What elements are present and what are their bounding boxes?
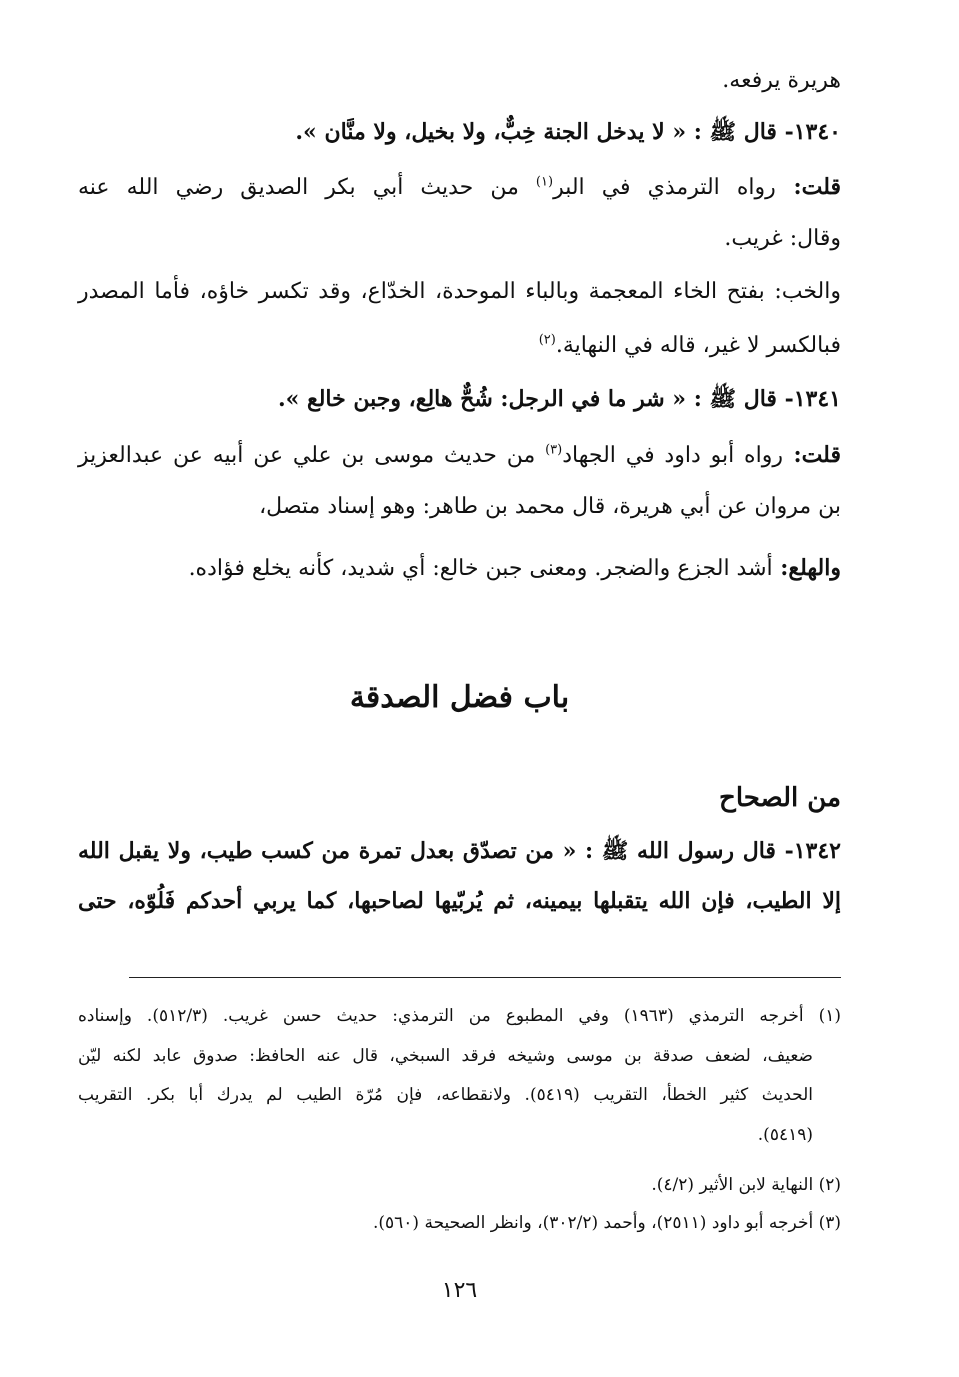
line-text: بن مروان عن أبي هريرة، قال محمد بن طاهر: وهو إسناد متصل،	[259, 494, 841, 519]
line-text: من حديث أبي بكر الصديق رضي الله عنه	[78, 175, 536, 200]
hadith-text: إلا الطيب، فإن الله يتقبلها بيمينه، ثم يُربّيها لصاحبها، كما يربي أحدكم فَلُوّه، حتى	[78, 888, 841, 914]
hadith-text: ١٣٤١- قال ﷺ : « شر ما في الرجل: شُحٌّ هالِع، وجبن خالع ».	[277, 386, 841, 412]
footnote-divider	[129, 977, 841, 978]
hadith-1342-continued	[78, 886, 841, 916]
subsection-title: من الصحاح	[719, 783, 841, 813]
line-text: وقال: غريب.	[724, 226, 841, 251]
text-line	[78, 66, 841, 96]
hadith-1340	[78, 117, 841, 147]
line-text: فبالكسر لا غير، قاله في النهاية.	[555, 333, 841, 358]
footnote-2	[78, 1172, 841, 1198]
line-text: من حديث موسى بن علي عن أبيه عن عبدالعزيز	[78, 443, 546, 468]
text-line	[78, 277, 841, 307]
footnote-ref: (١)	[535, 174, 554, 190]
commentary-line	[78, 440, 841, 471]
halaa-label: والهلع:	[772, 555, 841, 581]
footnote-1-cont	[78, 1122, 813, 1148]
qult-label: قلت:	[782, 442, 841, 468]
line-text: أشد الجزع والضجر. ومعنى جبن خالع: أي شديد، كأنه يخلع فؤاده.	[188, 556, 773, 581]
book-page	[78, 0, 841, 1377]
footnote-1-cont	[78, 1043, 813, 1069]
commentary-line	[78, 172, 841, 203]
footnote-3	[78, 1210, 841, 1236]
footnote-text: (٥٤١٩).	[757, 1125, 813, 1145]
line-text: هريرة يرفعه.	[722, 68, 841, 93]
footnote-text: (٢) النهاية لابن الأثير (٤/٢).	[651, 1175, 841, 1195]
footnote-text: (٣) أخرجه أبو داود (٢٥١١)، وأحمد (٣٠٢/٢)، وانظر الصحيحة (٥٦٠).	[372, 1213, 841, 1233]
line-text: رواه أبو داود في الجهاد	[562, 443, 783, 468]
footnote-text: الحديث كثير الخطأ، التقريب (٥٤١٩). ولانقطاعه، فإن مُرّة الطيب لم يدرك أبا بكر. التقريب	[78, 1085, 813, 1105]
hadith-text: ١٣٤٠- قال ﷺ : « لا يدخل الجنة خِبٌّ، ولا بخيل، ولا منَّان ».	[295, 119, 841, 145]
hadith-1342	[78, 836, 841, 866]
footnote-ref: (٣)	[545, 442, 563, 458]
text-line	[78, 492, 841, 522]
text-line	[78, 224, 841, 254]
hadith-text: ١٣٤٢- قال رسول الله ﷺ : « من تصدّق بعدل تمرة من كسب طيب، ولا يقبل الله	[78, 838, 841, 864]
text-line	[78, 331, 841, 361]
qult-label: قلت:	[775, 174, 841, 200]
page-number: ١٢٦	[441, 1278, 478, 1303]
hadith-1341	[78, 384, 841, 414]
footnote-1	[78, 1003, 841, 1029]
line-text: رواه الترمذي في البر	[553, 175, 776, 200]
footnote-text: ضعيف، لضعف صدقة بن موسى وشيخه فرقد السبخي، قال عنه الحافظ: صدوق عابد لكنه ليّن	[78, 1046, 813, 1066]
footnote-1-cont	[78, 1082, 813, 1108]
footnote-text: (١) أخرجه الترمذي (١٩٦٣) وفي المطبوع من الترمذي: حديث حسن غريب. (٥١٢/٣). وإسناده	[78, 1006, 841, 1026]
line-text: والخب: بفتح الخاء المعجمة وبالباء الموحدة، الخدّاع، وقد تكسر خاؤه، فأما المصدر	[78, 279, 841, 304]
footnote-ref: (٢)	[538, 332, 556, 348]
section-title: باب فضل الصدقة	[349, 680, 570, 715]
text-line	[78, 553, 841, 584]
